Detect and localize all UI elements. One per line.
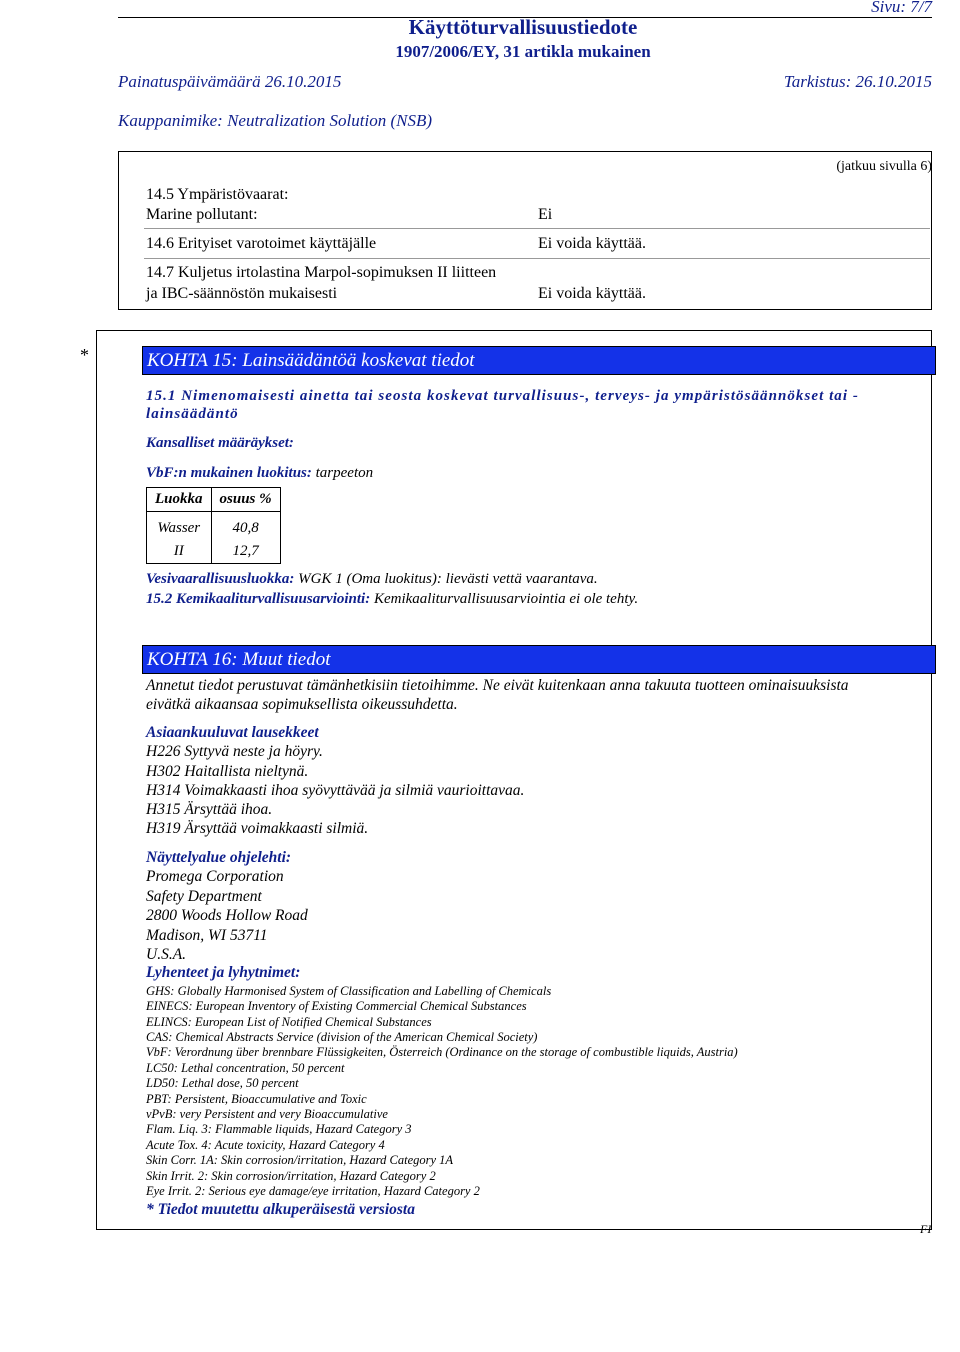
table-cell: 12,7: [211, 540, 280, 564]
table-row: [147, 512, 281, 541]
table-cell: II: [147, 540, 212, 564]
vbf-table: [146, 487, 281, 564]
s147-line2: ja IBC-säännöstön mukaisesti: [146, 285, 338, 302]
dept-line: U.S.A.: [146, 946, 187, 963]
print-date: Painatuspäivämäärä 26.10.2015: [118, 72, 342, 91]
national-regulations: Kansalliset määräykset:: [146, 435, 294, 451]
changed-marker: *: [80, 345, 89, 365]
s152-line: [146, 591, 638, 608]
vbf-label: VbF:n mukainen luokitus:: [146, 465, 312, 481]
page-number: Sivu: 7/7: [871, 0, 932, 16]
abbr-item: GHS: Globally Harmonised System of Classification and Labelling of Chemicals: [146, 984, 552, 998]
revision-date: Tarkistus: 26.10.2015: [783, 72, 932, 91]
dept-line: 2800 Woods Hollow Road: [146, 907, 308, 924]
document-title: Käyttöturvallisuustiedote: [408, 15, 638, 39]
intro-line-2: eivätkä aikaansaa sopimuksellista oikeussuhdetta.: [146, 696, 458, 713]
table-header: Luokka: [147, 488, 212, 512]
phrase-item: H315 Ärsyttää ihoa.: [146, 801, 273, 818]
dept-line: Safety Department: [146, 888, 262, 905]
language-code: FI: [920, 1222, 932, 1236]
wgk-label: Vesivaarallisuusluokka:: [146, 571, 295, 587]
phrase-item: H226 Syttyvä neste ja höyry.: [146, 743, 323, 760]
table-cell: Wasser: [147, 512, 212, 541]
abbr-item: LC50: Lethal concentration, 50 percent: [146, 1061, 345, 1075]
dept-title: Näyttelyalue ohjelehti:: [146, 849, 292, 866]
divider: [144, 258, 930, 259]
table-cell: 40,8: [211, 512, 280, 541]
s146-label: 14.6 Erityiset varotoimet käyttäjälle: [146, 235, 377, 252]
phrase-item: H319 Ärsyttää voimakkaasti silmiä.: [146, 820, 369, 837]
s145-sub: Marine pollutant:: [146, 206, 258, 223]
abbr-item: LD50: Lethal dose, 50 percent: [146, 1076, 299, 1090]
trade-name: Kauppanimike: Neutralization Solution (NSB): [118, 111, 433, 130]
section-15-header: KOHTA 15: Lainsäädäntöä koskevat tiedot: [142, 346, 936, 375]
s145-value: Ei: [538, 206, 553, 223]
abbr-item: ELINCS: European List of Notified Chemical Substances: [146, 1015, 432, 1029]
abbr-item: Flam. Liq. 3: Flammable liquids, Hazard Category 3: [146, 1122, 412, 1136]
abbr-item: Eye Irrit. 2: Serious eye damage/eye irritation, Hazard Category 2: [146, 1184, 480, 1198]
dept-line: Madison, WI 53711: [146, 927, 268, 944]
abbr-item: Skin Corr. 1A: Skin corrosion/irritation, Hazard Category 1A: [146, 1153, 454, 1167]
dept-line: Promega Corporation: [146, 868, 284, 885]
divider: [144, 228, 930, 229]
s152-label: 15.2 Kemikaaliturvallisuusarviointi:: [146, 591, 371, 607]
document-subtitle: 1907/2006/EY, 31 artikla mukainen: [395, 42, 651, 61]
abbr-title: Lyhenteet ja lyhytnimet:: [146, 964, 301, 981]
s152-value: Kemikaaliturvallisuusarviointia ei ole tehty.: [373, 591, 639, 607]
wgk-line: [146, 571, 598, 588]
s151-heading-2: lainsäädäntö: [146, 406, 239, 422]
s145-label: 14.5 Ympäristövaarat:: [146, 186, 289, 203]
intro-line-1: Annetut tiedot perustuvat tämänhetkisiin tietoihimme. Ne eivät kuitenkaan anna takuuta tuotteen ominaisuuksista: [146, 677, 849, 694]
footer-note: * Tiedot muutettu alkuperäisestä versiosta: [146, 1201, 415, 1218]
vbf-value: tarpeeton: [315, 465, 374, 481]
vbf-line: [146, 465, 373, 482]
abbr-item: PBT: Persistent, Bioaccumulative and Toxic: [146, 1092, 367, 1106]
s147-value: Ei voida käyttää.: [538, 285, 646, 302]
continued-note: (jatkuu sivulla 6): [836, 159, 932, 174]
s147-line1: 14.7 Kuljetus irtolastina Marpol-sopimuksen II liitteen: [146, 264, 497, 281]
abbr-item: VbF: Verordnung über brennbare Flüssigkeiten, Österreich (Ordinance on the storage of combustible liquids, Austria): [146, 1045, 738, 1059]
section-16-header: KOHTA 16: Muut tiedot: [142, 645, 936, 674]
phrases-title: Asiaankuuluvat lausekkeet: [146, 724, 319, 741]
abbr-item: CAS: Chemical Abstracts Service (division of the American Chemical Society): [146, 1030, 538, 1044]
wgk-value: WGK 1 (Oma luokitus): lievästi vettä vaarantava.: [298, 571, 598, 587]
s151-heading-1: 15.1 Nimenomaisesti ainetta tai seosta koskevat turvallisuus-, terveys- ja ympäristösäännökset tai -: [146, 388, 859, 404]
phrase-item: H302 Haitallista nieltynä.: [146, 763, 309, 780]
table-row: [147, 540, 281, 564]
table-header: osuus %: [211, 488, 280, 512]
abbr-item: Skin Irrit. 2: Skin corrosion/irritation, Hazard Category 2: [146, 1169, 436, 1183]
abbr-item: EINECS: European Inventory of Existing Commercial Chemical Substances: [146, 999, 527, 1013]
abbr-item: vPvB: very Persistent and very Bioaccumulative: [146, 1107, 388, 1121]
s146-value: Ei voida käyttää.: [538, 235, 646, 252]
abbr-item: Acute Tox. 4: Acute toxicity, Hazard Category 4: [146, 1138, 385, 1152]
phrase-item: H314 Voimakkaasti ihoa syövyttävää ja silmiä vaurioittavaa.: [146, 782, 525, 799]
